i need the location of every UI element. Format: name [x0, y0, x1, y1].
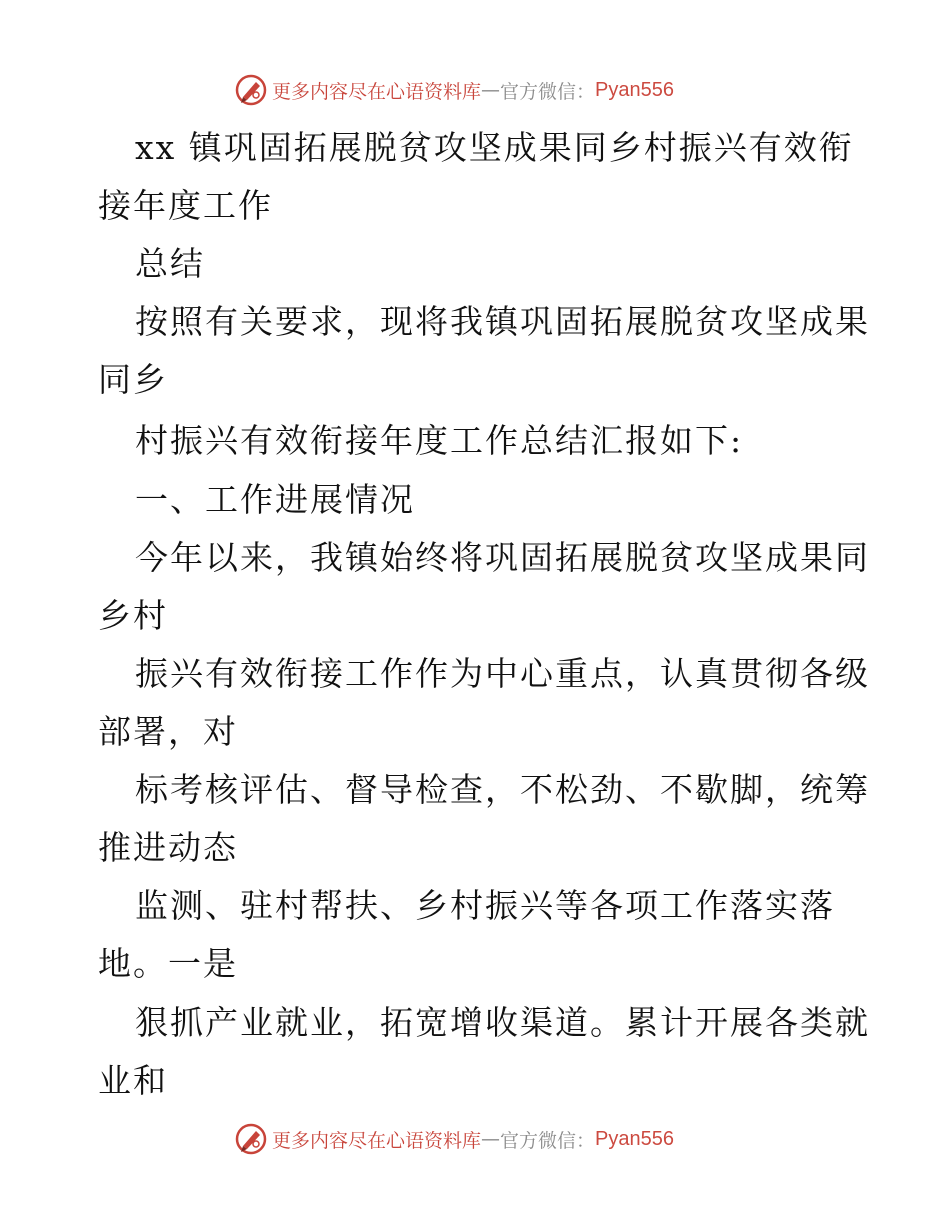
doc-line: 今年以来，我镇始终将巩固拓展脱贫攻坚成果同	[135, 538, 870, 577]
doc-line: 乡村	[98, 596, 168, 635]
doc-line: 地。一是	[98, 944, 238, 983]
watermark-brand: 更多内容尽在心语资料库	[272, 1129, 482, 1152]
watermark-brand: 更多内容尽在心语资料库	[272, 80, 482, 103]
doc-line: 总结	[135, 244, 205, 283]
doc-line: xx 镇巩固拓展脱贫攻坚成果同乡村振兴有效衔	[135, 128, 854, 167]
doc-line: 接年度工作	[98, 186, 273, 225]
section-heading: 一、工作进展情况	[135, 480, 415, 519]
doc-line: 同乡	[98, 360, 168, 399]
doc-line: 狠抓产业就业，拓宽增收渠道。累计开展各类就	[135, 1003, 870, 1042]
watermark-dash: —	[481, 79, 501, 101]
doc-line: 业和	[98, 1061, 168, 1100]
watermark-official-label: 官方微信：	[500, 80, 596, 103]
footer-watermark	[234, 1122, 674, 1156]
watermark-dash: —	[481, 1128, 501, 1150]
doc-line: 部署，对	[98, 712, 238, 751]
header-watermark	[234, 73, 674, 107]
doc-line: 推进动态	[98, 828, 238, 867]
doc-line: 村振兴有效衔接年度工作总结汇报如下:	[135, 421, 744, 460]
doc-line: 监测、驻村帮扶、乡村振兴等各项工作落实落	[135, 886, 835, 925]
watermark-wechat-id: Pyan556	[595, 78, 674, 101]
doc-line: 按照有关要求，现将我镇巩固拓展脱贫攻坚成果	[135, 302, 870, 341]
pen-logo-icon	[234, 73, 268, 107]
watermark-official-label: 官方微信：	[500, 1129, 596, 1152]
pen-logo-icon	[234, 1122, 268, 1156]
doc-line: 标考核评估、督导检查，不松劲、不歇脚，统筹	[135, 770, 870, 809]
watermark-wechat-id: Pyan556	[595, 1127, 674, 1150]
doc-line: 振兴有效衔接工作作为中心重点，认真贯彻各级	[135, 654, 870, 693]
